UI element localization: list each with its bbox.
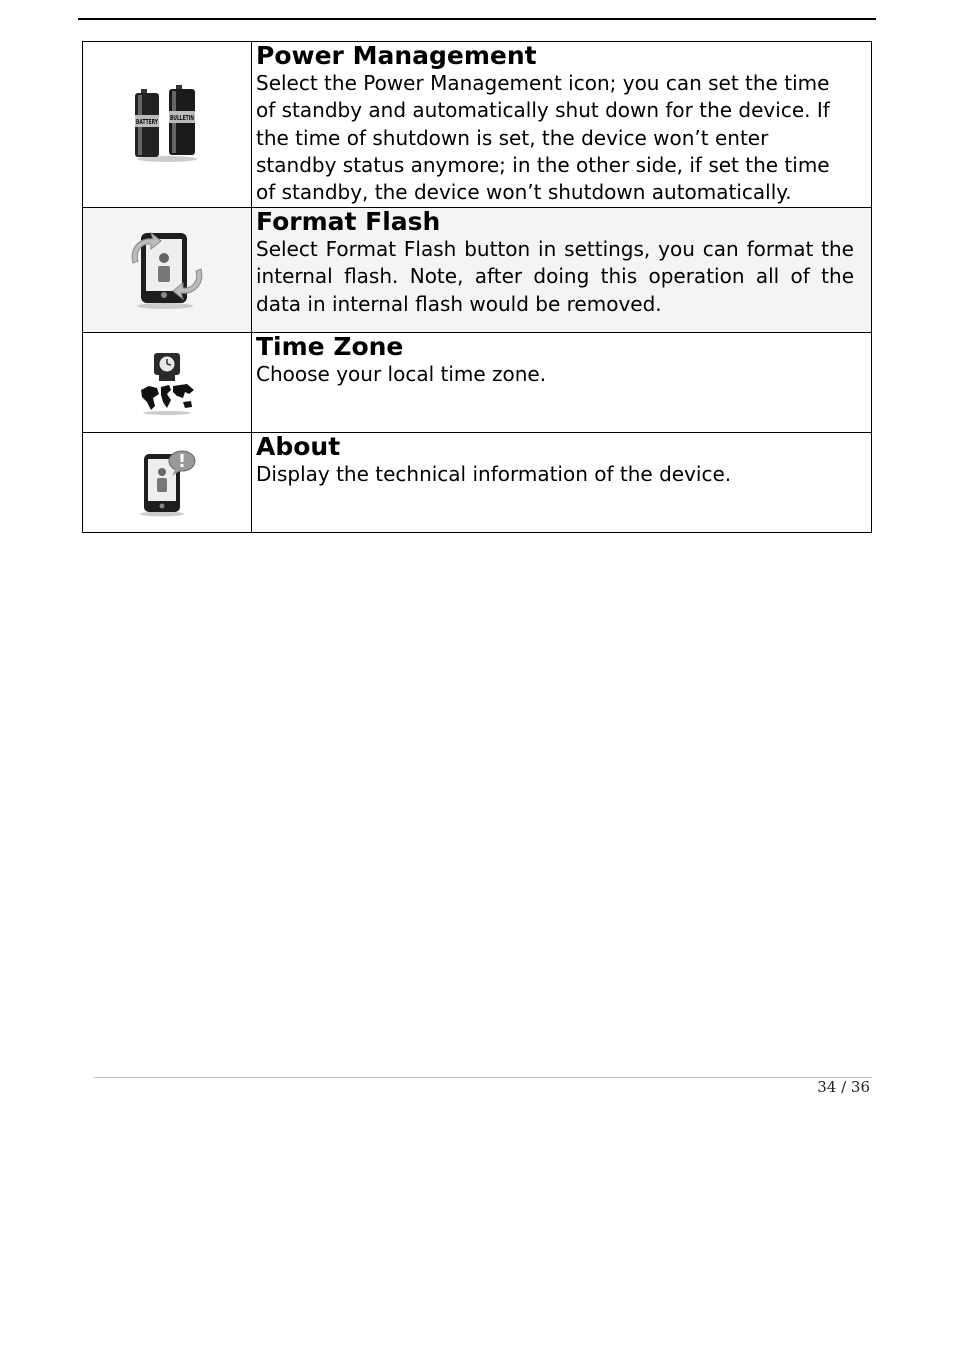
row-description: Select the Power Management icon; you can set the time of standby and automatically shut down for the device. If the time of shutdown is set, the device won’t enter standby status anymore; in the other side, if set the time of standby, the device won’t shutdown automatically. [256,71,830,205]
table-row [83,208,872,333]
battery-icon [132,85,202,165]
row-description: Choose your local time zone. [256,362,547,386]
footer-rule [94,1077,872,1078]
battery-label: BATTERY [136,117,159,126]
icon-cell [83,42,252,208]
table-row [83,433,872,533]
format-flash-icon [127,229,207,311]
row-title: About [256,432,341,461]
icon-cell [83,433,252,533]
about-icon [134,448,200,518]
icon-cell [83,208,252,333]
row-title: Power Management [256,41,537,70]
text-cell [252,208,872,333]
battery-label: BULLETIN [170,113,195,122]
table-row [83,42,872,208]
text-cell [252,433,872,533]
text-cell [252,333,872,433]
row-title: Time Zone [256,332,404,361]
row-description: Select Format Flash button in settings, you can format the internal flash. Note, after doing this operation all of the data in internal flash would be removed. [256,237,854,316]
row-description: Display the technical information of the device. [256,462,732,486]
settings-table [82,41,872,533]
header-rule [78,18,876,20]
time-zone-icon [137,350,197,416]
icon-cell [83,333,252,433]
page-number: 34 / 36 [817,1078,870,1096]
table-row [83,333,872,433]
text-cell [252,42,872,208]
row-title: Format Flash [256,207,441,236]
